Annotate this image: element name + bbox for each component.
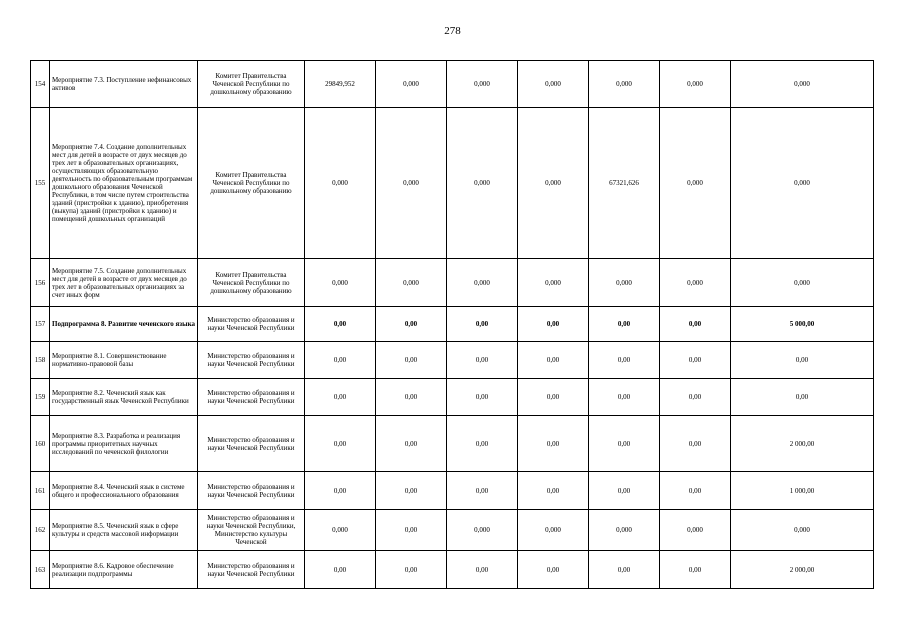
- funding-value-2: 0,00: [376, 472, 447, 510]
- funding-value-6: 0,00: [660, 416, 731, 472]
- funding-value-7: 0,000: [731, 510, 874, 551]
- funding-value-7: 2 000,00: [731, 551, 874, 589]
- funding-value-1: 0,00: [305, 551, 376, 589]
- row-number: 161: [31, 472, 50, 510]
- funding-value-4: 0,00: [518, 379, 589, 416]
- measure-name: Мероприятие 8.1. Совершенствование нормативно-правовой базы: [50, 342, 198, 379]
- executor-name: Министерство образования и науки Чеченской Республики: [198, 472, 305, 510]
- funding-value-7: 1 000,00: [731, 472, 874, 510]
- funding-value-2: 0,00: [376, 379, 447, 416]
- funding-value-6: 0,000: [660, 259, 731, 307]
- funding-value-7: 0,00: [731, 342, 874, 379]
- funding-value-3: 0,000: [447, 259, 518, 307]
- table-row: [31, 342, 874, 379]
- executor-name: Министерство образования и науки Чеченской Республики: [198, 379, 305, 416]
- funding-value-2: 0,00: [376, 416, 447, 472]
- funding-value-7: 0,00: [731, 379, 874, 416]
- funding-value-2: 0,00: [376, 551, 447, 589]
- table-row: [31, 510, 874, 551]
- funding-value-6: 0,00: [660, 307, 731, 342]
- funding-value-2: 0,00: [376, 307, 447, 342]
- funding-value-4: 0,00: [518, 551, 589, 589]
- row-number: 159: [31, 379, 50, 416]
- executor-name: Комитет Правительства Чеченской Республики по дошкольному образованию: [198, 61, 305, 108]
- funding-value-5: 67321,626: [589, 108, 660, 259]
- funding-value-2: 0,00: [376, 342, 447, 379]
- row-number: 158: [31, 342, 50, 379]
- funding-value-6: 0,00: [660, 472, 731, 510]
- measure-name: Мероприятие 8.5. Чеченский язык в сфере культуры и средств массовой информации: [50, 510, 198, 551]
- funding-value-6: 0,000: [660, 510, 731, 551]
- executor-name: Министерство образования и науки Чеченской Республики, Министерство культуры Чеченской: [198, 510, 305, 551]
- funding-value-5: 0,00: [589, 551, 660, 589]
- funding-value-2: 0,000: [376, 61, 447, 108]
- funding-value-6: 0,000: [660, 108, 731, 259]
- funding-value-1: 0,000: [305, 108, 376, 259]
- executor-name: Министерство образования и науки Чеченской Республики: [198, 342, 305, 379]
- funding-value-7: 0,000: [731, 108, 874, 259]
- funding-value-3: 0,00: [447, 342, 518, 379]
- row-number: 162: [31, 510, 50, 551]
- table-row: [31, 307, 874, 342]
- page-number: 278: [444, 25, 461, 37]
- executor-name: Комитет Правительства Чеченской Республики по дошкольному образованию: [198, 259, 305, 307]
- funding-value-5: 0,00: [589, 342, 660, 379]
- funding-value-7: 2 000,00: [731, 416, 874, 472]
- executor-name: Министерство образования и науки Чеченской Республики: [198, 551, 305, 589]
- funding-value-5: 0,000: [589, 510, 660, 551]
- measure-name: Мероприятие 7.5. Создание дополнительных мест для детей в возрасте от двух месяцев до трех лет в образовательных организациях за счет иных форм: [50, 259, 198, 307]
- executor-name: Министерство образования и науки Чеченской Республики: [198, 307, 305, 342]
- funding-value-2: 0,000: [376, 259, 447, 307]
- row-number: 154: [31, 61, 50, 108]
- funding-value-5: 0,00: [589, 379, 660, 416]
- table-row: [31, 416, 874, 472]
- row-number: 157: [31, 307, 50, 342]
- measure-name: Мероприятие 8.6. Кадровое обеспечение реализации подпрограммы: [50, 551, 198, 589]
- funding-value-3: 0,000: [447, 108, 518, 259]
- executor-name: Министерство образования и науки Чеченской Республики: [198, 416, 305, 472]
- funding-value-2: 0,00: [376, 510, 447, 551]
- funding-value-4: 0,000: [518, 259, 589, 307]
- funding-value-1: 0,00: [305, 472, 376, 510]
- funding-value-2: 0,000: [376, 108, 447, 259]
- measure-name: Мероприятие 7.4. Создание дополнительных мест для детей в возрасте от двух месяцев до трех лет в образовательных организациях, осуществляющих образовательную деятельность по образовательным программам дошкольного образования Чеченской Республики, в том числе путем строительства зданий (пристройки к зданию), приобретения (выкупа) зданий (пристройки к зданию) и помещений дошкольных организаций: [50, 108, 198, 259]
- funding-value-6: 0,00: [660, 379, 731, 416]
- table-row: [31, 551, 874, 589]
- funding-value-3: 0,00: [447, 307, 518, 342]
- budget-table: [30, 60, 874, 589]
- funding-value-1: 0,00: [305, 342, 376, 379]
- funding-value-4: 0,000: [518, 108, 589, 259]
- funding-value-1: 0,00: [305, 307, 376, 342]
- funding-value-4: 0,00: [518, 472, 589, 510]
- row-number: 156: [31, 259, 50, 307]
- funding-value-5: 0,000: [589, 259, 660, 307]
- measure-name: Подпрограмма 8. Развитие чеченского языка: [50, 307, 198, 342]
- funding-value-7: 0,000: [731, 61, 874, 108]
- funding-value-4: 0,00: [518, 342, 589, 379]
- funding-value-1: 0,000: [305, 259, 376, 307]
- funding-value-7: 5 000,00: [731, 307, 874, 342]
- funding-value-4: 0,000: [518, 510, 589, 551]
- measure-name: Мероприятие 8.3. Разработка и реализация программы приоритетных научных исследований по чеченской филологии: [50, 416, 198, 472]
- measure-name: Мероприятие 8.2. Чеченский язык как государственный язык Чеченской Республики: [50, 379, 198, 416]
- table-row: [31, 379, 874, 416]
- funding-value-1: 0,00: [305, 379, 376, 416]
- funding-value-7: 0,000: [731, 259, 874, 307]
- table-row: [31, 108, 874, 259]
- funding-value-5: 0,00: [589, 472, 660, 510]
- table-row: [31, 61, 874, 108]
- funding-value-4: 0,00: [518, 307, 589, 342]
- funding-value-3: 0,00: [447, 379, 518, 416]
- funding-value-6: 0,000: [660, 61, 731, 108]
- funding-value-3: 0,00: [447, 416, 518, 472]
- funding-value-5: 0,000: [589, 61, 660, 108]
- funding-value-6: 0,00: [660, 551, 731, 589]
- funding-value-6: 0,00: [660, 342, 731, 379]
- funding-value-5: 0,00: [589, 307, 660, 342]
- table-row: [31, 472, 874, 510]
- executor-name: Комитет Правительства Чеченской Республики по дошкольному образованию: [198, 108, 305, 259]
- row-number: 163: [31, 551, 50, 589]
- measure-name: Мероприятие 8.4. Чеченский язык в системе общего и профессионального образования: [50, 472, 198, 510]
- funding-value-3: 0,00: [447, 551, 518, 589]
- funding-value-4: 0,00: [518, 416, 589, 472]
- row-number: 155: [31, 108, 50, 259]
- funding-value-3: 0,000: [447, 510, 518, 551]
- funding-value-3: 0,00: [447, 472, 518, 510]
- funding-value-3: 0,000: [447, 61, 518, 108]
- funding-value-4: 0,000: [518, 61, 589, 108]
- table-row: [31, 259, 874, 307]
- measure-name: Мероприятие 7.3. Поступление нефинансовых активов: [50, 61, 198, 108]
- funding-value-1: 29849,952: [305, 61, 376, 108]
- funding-value-1: 0,00: [305, 416, 376, 472]
- row-number: 160: [31, 416, 50, 472]
- funding-value-1: 0,000: [305, 510, 376, 551]
- funding-value-5: 0,00: [589, 416, 660, 472]
